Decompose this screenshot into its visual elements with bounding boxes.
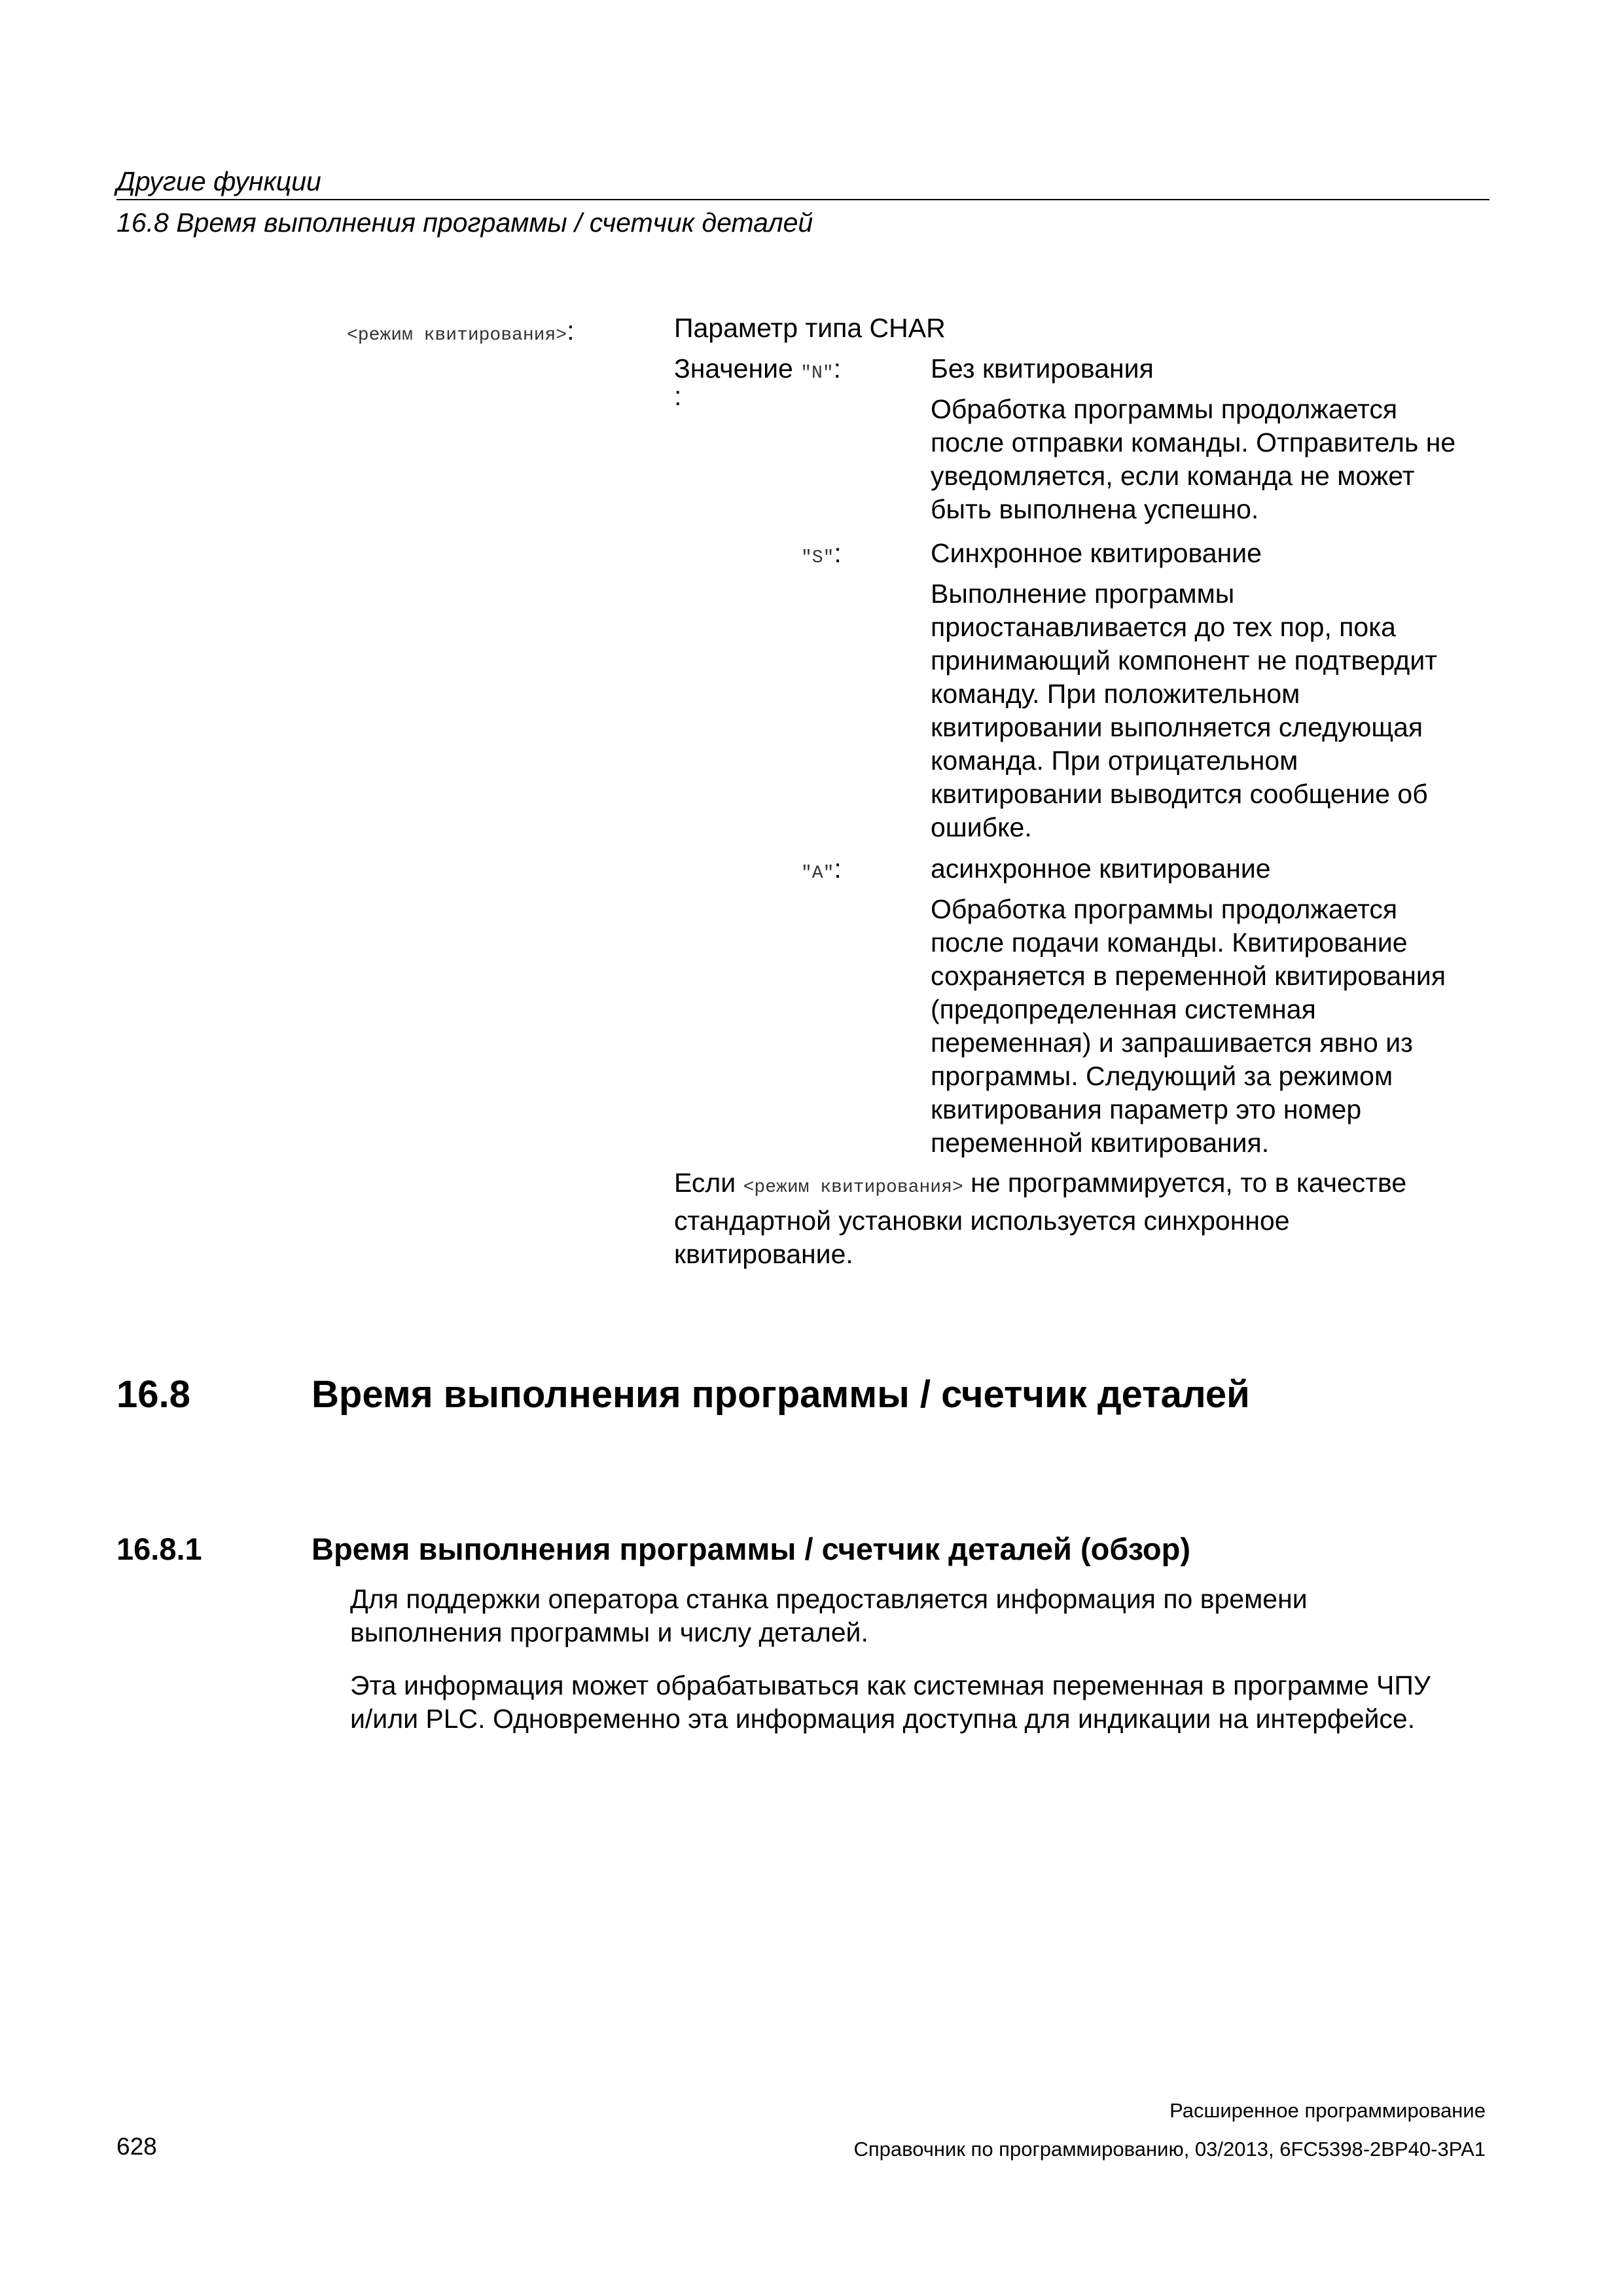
param-name: <режим квитирования>: — [347, 315, 575, 346]
value-s-code: "S": — [801, 538, 842, 568]
param-type: Параметр типа CHAR — [674, 313, 946, 343]
footer-doc-reference: Справочник по программированию, 03/2013, 6FC5398-2BP40-3PA1 — [853, 2138, 1486, 2161]
default-mode-note: Если <режим квитирования> не программируется, то в качестве стандартной установки используется синхронное квитирование. — [674, 1168, 1407, 1269]
footer-doc-title: Расширенное программирование — [1169, 2099, 1486, 2122]
subsection-number: 16.8.1 — [116, 1532, 202, 1566]
running-header-chapter: Другие функции — [116, 166, 321, 196]
paragraph-1: Для поддержки оператора станка предоставляется информация по времени выполнения программы и числу деталей. — [350, 1584, 1308, 1647]
value-n-title: Без квитирования — [931, 353, 1154, 384]
page-number: 628 — [116, 2133, 157, 2160]
value-s-title: Синхронное квитирование — [931, 538, 1262, 568]
section-title: Время выполнения программы / счетчик деталей — [312, 1373, 1250, 1416]
value-n-description: Обработка программы продолжается после отправки команды. Отправитель не уведомляется, если команда не может быть выполнена успешно. — [931, 394, 1456, 524]
value-a-description: Обработка программы продолжается после подачи команды. Квитирование сохраняется в переменной квитирования (предопределенная системная переменная) и запрашивается явно из программы. Следующий за режимом квитирования параметр это номер переменной квитирования. — [931, 894, 1446, 1158]
paragraph-2: Эта информация может обрабатываться как системная переменная в программе ЧПУ и/или PLC. Одновременно эта информация доступна для индикации на интерфейсе. — [350, 1670, 1431, 1734]
header-rule — [116, 199, 1489, 200]
value-a-title: асинхронное квитирование — [931, 853, 1271, 884]
value-label: Значение "N": — [674, 353, 842, 384]
value-a-code: "A": — [801, 853, 842, 884]
section-number: 16.8 — [116, 1373, 190, 1416]
running-header-section: 16.8 Время выполнения программы / счетчик деталей — [116, 207, 813, 238]
subsection-title: Время выполнения программы / счетчик деталей (обзор) — [312, 1532, 1190, 1566]
value-label-extra-colon: : — [674, 381, 682, 411]
value-s-description: Выполнение программы приостанавливается до тех пор, пока принимающий компонент не подтвердит команду. При положительном квитировании выполняется следующая команда. При отрицательном квитировании выводится сообщение об ошибке. — [931, 579, 1437, 842]
